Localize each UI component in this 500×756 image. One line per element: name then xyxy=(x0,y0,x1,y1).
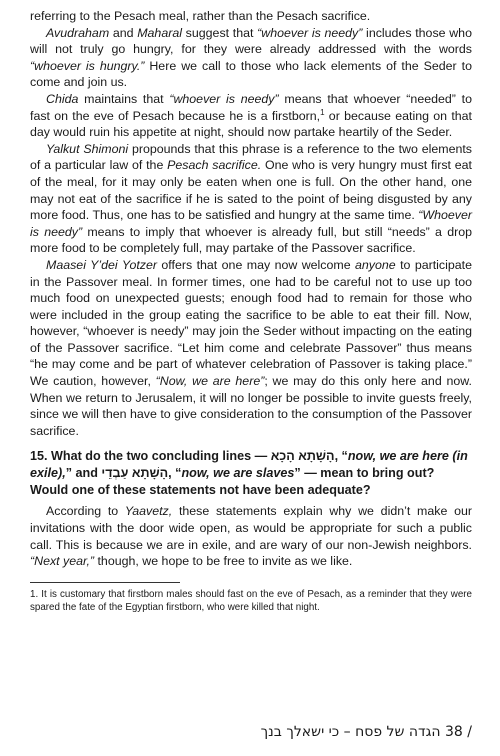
paragraph-maasei-ydei-yotzer xyxy=(30,257,472,440)
text-run: offers that one may now welcome xyxy=(157,257,356,272)
source-name: Yaavetz, xyxy=(124,504,173,519)
question-15 xyxy=(30,448,472,499)
quoted-phrase: “whoever is hungry.” xyxy=(30,58,145,73)
footnote-divider xyxy=(30,582,180,583)
text-run: Here we call to those who lack elements of the Seder to come and join us. xyxy=(30,58,472,90)
source-name: Chida xyxy=(46,91,79,106)
text-run: One who is very hungry must first eat of the meal, for it may only be eaten when one is full. On the other hand, one may not eat of the sacrifice if he is sated to the point of being disgusted by any more food. Thus, one has to be satisfied and hungry at the same time. xyxy=(30,158,472,223)
running-title-hebrew: הגדה של פסח – כי ישאלך בנך xyxy=(260,724,441,740)
text-run: propounds that this phrase is a reference to the two elements of a particular law of the xyxy=(30,141,472,173)
quoted-phrase: “Next year,” xyxy=(30,554,95,569)
text-run: to participate in the Passover meal. In former times, one had to be careful not to use up too much food on unexpected guests; enough food had to remain for those who were included in the group eating the sacrifice to be able to eat their fill. Now, however, “whoever is needy” may join the Seder without impacting on the eating of the Passover sacrifice. “Let him come and celebrate Passover” thus means “he may come and be part of whatever celebration of Passover is taking place.” We caution, however, xyxy=(30,257,472,389)
italic-phrase: Pesach sacrifice. xyxy=(167,158,262,173)
paragraph-avudraham xyxy=(30,25,472,91)
text-run: maintains that xyxy=(78,91,170,106)
source-name: Avudraham xyxy=(46,25,110,40)
text-run: ” and xyxy=(65,466,102,481)
footnote-ref[interactable]: 1 xyxy=(320,107,325,117)
hebrew-phrase: הָשָׁתָא עַבְדֵי xyxy=(101,466,169,481)
source-name: Yalkut Shimoni xyxy=(46,141,129,156)
text-run: ” — mean to bring out? Would one of these statements not have been adequate? xyxy=(30,466,435,498)
text-run: ; we may do this only here and now. When we return to Jerusalem, it will no longer be possible to invite guests freely, since we will then have to give consideration to the consumption of the Passover sacrifice. xyxy=(30,374,472,438)
page-footer xyxy=(30,724,472,740)
page-number: 38 / xyxy=(445,724,472,740)
source-name: Maasei Y’dei Yotzer xyxy=(46,257,157,272)
footnotes xyxy=(30,588,472,614)
text-run: includes those who will not truly go hungry, for they were already addressed with the words xyxy=(30,25,472,57)
text-run: , “ xyxy=(334,449,348,464)
source-name: Maharal xyxy=(137,25,182,40)
italic-phrase: anyone xyxy=(355,257,396,272)
text-run: and xyxy=(109,25,138,40)
footnote-1: 1. It is customary that firstborn males should fast on the eve of Pesach, as a reminder that they were spared the fate of the Egyptian firstborn, who were killed that night. xyxy=(30,588,472,613)
text-run: suggest that xyxy=(181,25,258,40)
text-run: means to imply that whoever is already full, but still “needs” a drop more food to be completely full, may partake of the Passover sacrifice. xyxy=(30,224,472,256)
hebrew-phrase: הָשָׁתָא הָכָא xyxy=(270,449,335,464)
paragraph-chida xyxy=(30,91,472,141)
question-heading xyxy=(30,448,472,499)
italic-phrase: now, we are here (in exile), xyxy=(30,449,468,481)
text-run: According to xyxy=(46,504,125,519)
text-run: means that whoever “needed” to fast on the eve of Pesach because he is a firstborn, xyxy=(30,91,472,123)
paragraph-continuation: referring to the Pesach meal, rather than the Pesach sacrifice. xyxy=(30,9,371,23)
quoted-phrase: “whoever is needy” xyxy=(257,25,363,40)
text-run: , “ xyxy=(168,466,182,481)
text-run: 15. What do the two concluding lines — xyxy=(30,449,271,464)
paragraph-yalkut-shimoni xyxy=(30,141,472,257)
quoted-phrase: “Whoever is needy” xyxy=(30,208,472,239)
text-run: or because eating on that day would ruin his appetite at night, should now partake heartily of the Seder. xyxy=(30,108,472,140)
italic-phrase: now, we are slaves xyxy=(181,466,295,481)
answer-paragraph xyxy=(30,503,472,569)
quoted-phrase: “whoever is needy” xyxy=(169,91,279,106)
text-run: though, we hope to be free to invite as we like. xyxy=(94,554,353,569)
quoted-phrase: “Now, we are here” xyxy=(155,374,265,389)
text-run: these statements explain why we didn’t make our invitations with the door wide open, as would be appropriate for such a public call. This is because we are in exile, and are wary of our non-Jewish neighbors. xyxy=(30,504,472,552)
